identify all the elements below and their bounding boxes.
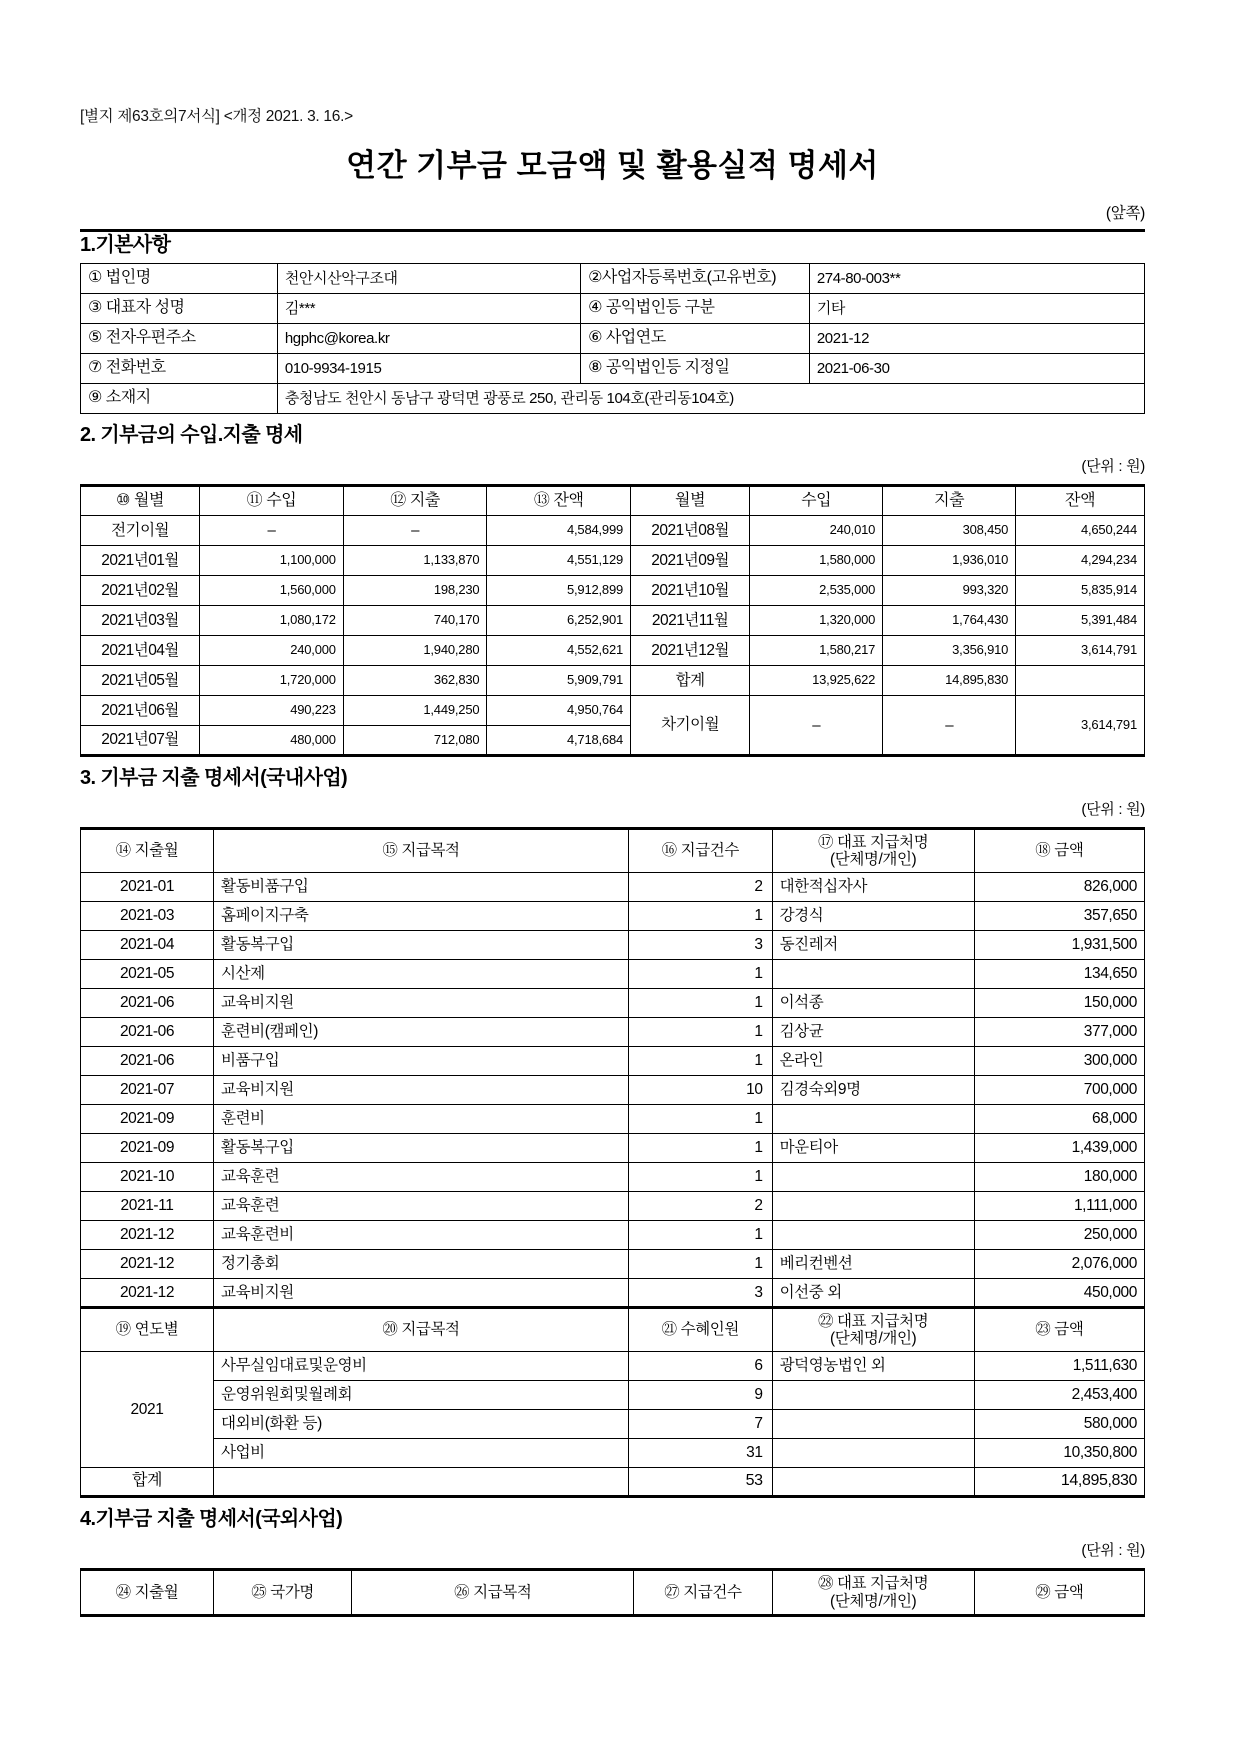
payee-cell	[772, 1192, 974, 1221]
expense-cell: 362,830	[343, 666, 487, 696]
col-payee-name	[772, 829, 974, 873]
balance-cell: 5,391,484	[1016, 606, 1145, 636]
page-title: 연간 기부금 모금액 및 활용실적 명세서	[346, 147, 879, 183]
payee-cell: 베리컨벤션	[772, 1250, 974, 1279]
corporation-type-value: 기타	[809, 294, 1144, 324]
expense-cell: 198,230	[343, 576, 487, 606]
expense-cell: 993,320	[883, 576, 1016, 606]
col-expense-right: 지출	[883, 486, 1016, 516]
table-header-row	[81, 1570, 1145, 1616]
amount-cell: 357,650	[974, 902, 1144, 931]
col-yearly-payee-name	[772, 1308, 974, 1352]
table-row	[81, 696, 1145, 726]
table-header-row	[81, 486, 1145, 516]
purpose-cell: 훈련비	[214, 1105, 629, 1134]
expense-cell: 1,133,870	[343, 546, 487, 576]
purpose-cell: 정기총회	[214, 1250, 629, 1279]
expense-cell: 1,936,010	[883, 546, 1016, 576]
table-row	[81, 666, 1145, 696]
amount-cell: 180,000	[974, 1163, 1144, 1192]
table-row	[81, 1410, 1145, 1439]
col-overseas-month: ㉔ 지출월	[81, 1570, 214, 1616]
count-cell: 1	[628, 960, 772, 989]
expense-month-cell: 2021-06	[81, 989, 214, 1018]
col-overseas-count: ㉗ 지급건수	[634, 1570, 772, 1616]
count-cell: 1	[628, 1221, 772, 1250]
col-country-name: ㉕ 국가명	[214, 1570, 352, 1616]
income-cell: 1,580,000	[750, 546, 883, 576]
overseas-expenditure-table	[80, 1568, 1145, 1617]
col-balance-right: 잔액	[1016, 486, 1145, 516]
amount-cell: 1,511,630	[974, 1352, 1144, 1381]
month-cell: 2021년04월	[81, 636, 200, 666]
grand-total-row	[81, 1468, 1145, 1497]
purpose-cell: 활동비품구입	[214, 873, 629, 902]
corporation-type-label: ④ 공익법인등 구분	[581, 294, 810, 324]
expense-month-cell: 2021-05	[81, 960, 214, 989]
expense-month-cell: 2021-09	[81, 1105, 214, 1134]
income-cell: 240,000	[200, 636, 344, 666]
page-side-note: (앞쪽)	[1105, 205, 1145, 223]
amount-cell: 134,650	[974, 960, 1144, 989]
expense-month-cell: 2021-10	[81, 1163, 214, 1192]
col-expense-left: ⑫ 지출	[343, 486, 487, 516]
income-cell: 1,100,000	[200, 546, 344, 576]
amount-cell: 2,076,000	[974, 1250, 1144, 1279]
fiscal-year-value: 2021-12	[809, 324, 1144, 354]
income-expense-table	[80, 484, 1145, 757]
corporation-name-value: 천안시산악구조대	[277, 264, 580, 294]
table-row	[81, 1221, 1145, 1250]
col-overseas-amount: ㉙ 금액	[974, 1570, 1144, 1616]
total-income: 13,925,622	[750, 666, 883, 696]
payee-cell: 마운티아	[772, 1134, 974, 1163]
purpose-cell: 사업비	[214, 1439, 629, 1468]
count-cell: 3	[628, 931, 772, 960]
table-row	[81, 902, 1145, 931]
month-cell: 2021년12월	[631, 636, 750, 666]
col-amount: ⑱ 금액	[974, 829, 1144, 873]
count-cell: 1	[628, 989, 772, 1018]
income-cell: 2,535,000	[750, 576, 883, 606]
balance-cell: 4,294,234	[1016, 546, 1145, 576]
payee-cell	[772, 1163, 974, 1192]
balance-cell: 5,835,914	[1016, 576, 1145, 606]
amount-cell: 150,000	[974, 989, 1144, 1018]
month-cell: 2021년06월	[81, 696, 200, 726]
balance-cell: 4,584,999	[487, 516, 631, 546]
col-yearly-payee-line1: ㉒ 대표 지급처명	[817, 1312, 929, 1330]
income-cell: 490,223	[200, 696, 344, 726]
col-expense-month: ⑭ 지출월	[81, 829, 214, 873]
expense-cell: 1,764,430	[883, 606, 1016, 636]
table-row	[81, 1018, 1145, 1047]
carryover-balance: 3,614,791	[1016, 696, 1145, 756]
expense-month-cell: 2021-07	[81, 1076, 214, 1105]
expense-month-cell: 2021-06	[81, 1018, 214, 1047]
address-label: ⑨ 소재지	[81, 384, 278, 414]
expense-month-cell: 2021-12	[81, 1221, 214, 1250]
purpose-cell: 교육비지원	[214, 1076, 629, 1105]
representative-label: ③ 대표자 성명	[81, 294, 278, 324]
phone-label: ⑦ 전화번호	[81, 354, 278, 384]
business-number-value: 274-80-003**	[809, 264, 1144, 294]
table-row	[81, 873, 1145, 902]
count-cell: 10	[628, 1076, 772, 1105]
table-row	[81, 516, 1145, 546]
amount-cell: 377,000	[974, 1018, 1144, 1047]
carryover-expense: –	[883, 696, 1016, 756]
table-row	[81, 989, 1145, 1018]
purpose-cell: 교육훈련	[214, 1192, 629, 1221]
purpose-cell: 교육비지원	[214, 1279, 629, 1308]
col-payee-name-line1: ⑰ 대표 지급처명	[817, 833, 929, 851]
amount-cell: 450,000	[974, 1279, 1144, 1308]
purpose-cell: 교육훈련	[214, 1163, 629, 1192]
table-row	[81, 294, 1145, 324]
total-balance	[1016, 666, 1145, 696]
col-payee-name-line2: (단체명/개인)	[830, 851, 917, 869]
month-cell: 전기이월	[81, 516, 200, 546]
amount-cell: 580,000	[974, 1410, 1144, 1439]
col-income-right: 수입	[750, 486, 883, 516]
purpose-cell: 사무실임대료및운영비	[214, 1352, 629, 1381]
count-cell: 31	[628, 1439, 772, 1468]
amount-cell: 2,453,400	[974, 1381, 1144, 1410]
form-code: [별지 제63호의7서식] <개정 2021. 3. 16.>	[80, 108, 353, 125]
expense-cell: 1,940,280	[343, 636, 487, 666]
expense-month-cell: 2021-06	[81, 1047, 214, 1076]
section2-unit-note: (단위 : 원)	[1081, 458, 1145, 476]
payee-cell	[772, 960, 974, 989]
count-cell: 1	[628, 902, 772, 931]
table-row	[81, 1163, 1145, 1192]
count-cell: 1	[628, 1163, 772, 1192]
balance-cell: 4,718,684	[487, 726, 631, 756]
count-cell: 1	[628, 1134, 772, 1163]
col-balance-left: ⑬ 잔액	[487, 486, 631, 516]
balance-cell: 6,252,901	[487, 606, 631, 636]
expense-cell: 308,450	[883, 516, 1016, 546]
expense-cell: 712,080	[343, 726, 487, 756]
expense-month-cell: 2021-04	[81, 931, 214, 960]
count-cell: 3	[628, 1279, 772, 1308]
expense-cell: 740,170	[343, 606, 487, 636]
table-row	[81, 606, 1145, 636]
grand-total-payee	[772, 1468, 974, 1497]
purpose-cell: 교육훈련비	[214, 1221, 629, 1250]
carryover-label: 차기이월	[631, 696, 750, 756]
section4-heading: 4.기부금 지출 명세서(국외사업)	[80, 1508, 343, 1531]
month-cell: 2021년03월	[81, 606, 200, 636]
col-overseas-payee-line2: (단체명/개인)	[830, 1592, 917, 1610]
payee-cell: 광덕영농법인 외	[772, 1352, 974, 1381]
carryover-income: –	[750, 696, 883, 756]
balance-cell: 3,614,791	[1016, 636, 1145, 666]
amount-cell: 1,111,000	[974, 1192, 1144, 1221]
income-cell: 1,320,000	[750, 606, 883, 636]
designation-date-value: 2021-06-30	[809, 354, 1144, 384]
amount-cell: 700,000	[974, 1076, 1144, 1105]
grand-total-label: 합계	[81, 1468, 214, 1497]
payee-cell	[772, 1105, 974, 1134]
expense-cell: 1,449,250	[343, 696, 487, 726]
count-cell: 6	[628, 1352, 772, 1381]
payee-cell: 온라인	[772, 1047, 974, 1076]
payee-cell	[772, 1221, 974, 1250]
section1-heading: 1.기본사항	[80, 234, 171, 257]
grand-total-amount: 14,895,830	[974, 1468, 1144, 1497]
payee-cell: 김경숙외9명	[772, 1076, 974, 1105]
col-income-left: ⑪ 수입	[200, 486, 344, 516]
count-cell: 2	[628, 873, 772, 902]
payee-cell: 이석종	[772, 989, 974, 1018]
representative-value: 김***	[277, 294, 580, 324]
amount-cell: 300,000	[974, 1047, 1144, 1076]
income-cell: 1,720,000	[200, 666, 344, 696]
month-cell: 2021년07월	[81, 726, 200, 756]
table-row	[81, 931, 1145, 960]
table-row	[81, 384, 1145, 414]
amount-cell: 250,000	[974, 1221, 1144, 1250]
balance-cell: 4,551,129	[487, 546, 631, 576]
table-row	[81, 324, 1145, 354]
month-cell: 2021년08월	[631, 516, 750, 546]
count-cell: 1	[628, 1105, 772, 1134]
table-row	[81, 264, 1145, 294]
month-cell: 2021년01월	[81, 546, 200, 576]
table-row	[81, 1076, 1145, 1105]
count-cell: 1	[628, 1018, 772, 1047]
count-cell: 1	[628, 1047, 772, 1076]
expense-month-cell: 2021-11	[81, 1192, 214, 1221]
col-month-left: ⑩ 월별	[81, 486, 200, 516]
expense-cell: 3,356,910	[883, 636, 1016, 666]
count-cell: 7	[628, 1410, 772, 1439]
expense-month-cell: 2021-03	[81, 902, 214, 931]
total-label: 합계	[631, 666, 750, 696]
count-cell: 2	[628, 1192, 772, 1221]
col-overseas-payee-name	[772, 1570, 974, 1616]
amount-cell: 1,439,000	[974, 1134, 1144, 1163]
income-cell: 1,560,000	[200, 576, 344, 606]
table-row	[81, 1250, 1145, 1279]
payee-cell	[772, 1381, 974, 1410]
section3-heading: 3. 기부금 지출 명세서(국내사업)	[80, 767, 348, 790]
purpose-cell: 시산제	[214, 960, 629, 989]
month-cell: 2021년09월	[631, 546, 750, 576]
table-row	[81, 1192, 1145, 1221]
col-beneficiary-count: ㉑ 수혜인원	[628, 1308, 772, 1352]
col-payment-purpose: ⑮ 지급목적	[214, 829, 629, 873]
col-year: ⑲ 연도별	[81, 1308, 214, 1352]
month-cell: 2021년05월	[81, 666, 200, 696]
col-yearly-amount: ㉓ 금액	[974, 1308, 1144, 1352]
income-cell: 1,580,217	[750, 636, 883, 666]
table-row	[81, 354, 1145, 384]
income-cell: 480,000	[200, 726, 344, 756]
amount-cell: 826,000	[974, 873, 1144, 902]
table-row	[81, 1439, 1145, 1468]
income-cell: –	[200, 516, 344, 546]
designation-date-label: ⑧ 공익법인등 지정일	[581, 354, 810, 384]
col-overseas-purpose: ㉖ 지급목적	[352, 1570, 634, 1616]
col-yearly-payee-line2: (단체명/개인)	[830, 1330, 917, 1348]
expense-month-cell: 2021-01	[81, 873, 214, 902]
purpose-cell: 훈련비(캠페인)	[214, 1018, 629, 1047]
payee-cell	[772, 1410, 974, 1439]
section3-unit-note: (단위 : 원)	[1081, 801, 1145, 819]
month-cell: 2021년10월	[631, 576, 750, 606]
balance-cell: 5,909,791	[487, 666, 631, 696]
count-cell: 1	[628, 1250, 772, 1279]
fiscal-year-label: ⑥ 사업연도	[581, 324, 810, 354]
month-cell: 2021년11월	[631, 606, 750, 636]
expense-month-cell: 2021-12	[81, 1279, 214, 1308]
payee-cell: 강경식	[772, 902, 974, 931]
payee-cell: 김상균	[772, 1018, 974, 1047]
balance-cell: 5,912,899	[487, 576, 631, 606]
address-value: 충청남도 천안시 동남구 광덕면 광풍로 250, 관리동 104호(관리동104호)	[277, 384, 1144, 414]
income-cell: 240,010	[750, 516, 883, 546]
purpose-cell: 비품구입	[214, 1047, 629, 1076]
amount-cell: 68,000	[974, 1105, 1144, 1134]
email-value: hgphc@korea.kr	[277, 324, 580, 354]
table-row	[81, 1134, 1145, 1163]
table-row	[81, 1105, 1145, 1134]
income-cell: 1,080,172	[200, 606, 344, 636]
table-row	[81, 1381, 1145, 1410]
balance-cell: 4,950,764	[487, 696, 631, 726]
balance-cell: 4,650,244	[1016, 516, 1145, 546]
col-month-right: 월별	[631, 486, 750, 516]
domestic-expenditure-table	[80, 827, 1145, 1498]
table-row	[81, 546, 1145, 576]
balance-cell: 4,552,621	[487, 636, 631, 666]
corporation-name-label: ① 법인명	[81, 264, 278, 294]
email-label: ⑤ 전자우편주소	[81, 324, 278, 354]
table-row	[81, 1352, 1145, 1381]
phone-value: 010-9934-1915	[277, 354, 580, 384]
amount-cell: 1,931,500	[974, 931, 1144, 960]
table-row	[81, 636, 1145, 666]
purpose-cell: 홈페이지구축	[214, 902, 629, 931]
section2-heading: 2. 기부금의 수입.지출 명세	[80, 424, 303, 447]
section4-unit-note: (단위 : 원)	[1081, 1542, 1145, 1560]
col-overseas-payee-line1: ㉘ 대표 지급처명	[817, 1575, 929, 1593]
payee-cell: 대한적십자사	[772, 873, 974, 902]
payee-cell	[772, 1439, 974, 1468]
purpose-cell: 교육비지원	[214, 989, 629, 1018]
table-row	[81, 960, 1145, 989]
business-number-label: ②사업자등록번호(고유번호)	[581, 264, 810, 294]
table-row	[81, 1047, 1145, 1076]
purpose-cell: 활동복구입	[214, 1134, 629, 1163]
table-header-row	[81, 829, 1145, 873]
expense-month-cell: 2021-09	[81, 1134, 214, 1163]
grand-total-purpose	[214, 1468, 629, 1497]
basic-info-table	[80, 263, 1145, 414]
year-label: 2021	[81, 1352, 214, 1468]
count-cell: 9	[628, 1381, 772, 1410]
purpose-cell: 대외비(화환 등)	[214, 1410, 629, 1439]
yearly-header-row	[81, 1308, 1145, 1352]
table-row	[81, 576, 1145, 606]
col-yearly-purpose: ⑳ 지급목적	[214, 1308, 629, 1352]
purpose-cell: 활동복구입	[214, 931, 629, 960]
payee-cell: 동진레저	[772, 931, 974, 960]
total-expense: 14,895,830	[883, 666, 1016, 696]
expense-cell: –	[343, 516, 487, 546]
purpose-cell: 운영위원회및월례회	[214, 1381, 629, 1410]
grand-total-count: 53	[628, 1468, 772, 1497]
amount-cell: 10,350,800	[974, 1439, 1144, 1468]
payee-cell: 이선중 외	[772, 1279, 974, 1308]
table-row	[81, 1279, 1145, 1308]
expense-month-cell: 2021-12	[81, 1250, 214, 1279]
month-cell: 2021년02월	[81, 576, 200, 606]
col-payment-count: ⑯ 지급건수	[628, 829, 772, 873]
